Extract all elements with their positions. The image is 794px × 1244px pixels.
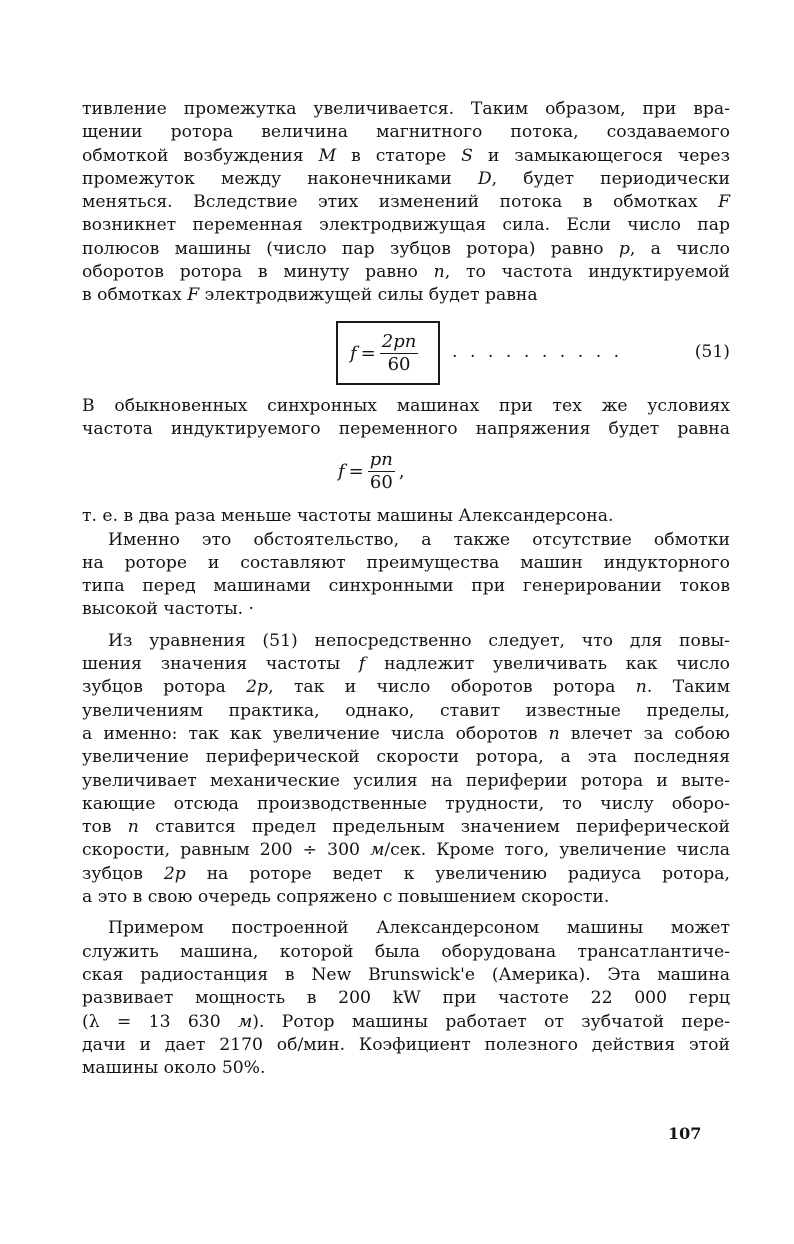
text-run: ставится предел предельным значением периферической xyxy=(138,817,730,838)
math-symbol: D xyxy=(477,168,492,189)
text-run: Примером построенной Александерсоном машины может xyxy=(108,918,730,939)
text-run: ). Ротор машины работает от зубчатой пере- xyxy=(252,1011,731,1032)
page-body xyxy=(82,98,730,1080)
text-run: /сек. Кроме того, увеличение числа xyxy=(384,840,730,861)
text-run: , а число xyxy=(629,238,730,259)
text-run: тов xyxy=(82,817,128,838)
text-line xyxy=(82,1034,730,1057)
text-run: а именно: так как увеличение числа оборотов xyxy=(82,723,549,744)
text-line: т. е. в два раза меньше частоты машины Александерсона. xyxy=(82,506,614,527)
text-line xyxy=(82,676,730,699)
fraction-numerator: 2pn xyxy=(381,330,417,352)
text-line xyxy=(82,700,730,723)
text-line xyxy=(82,723,730,746)
text-line xyxy=(82,793,730,816)
math-symbol: S xyxy=(461,145,473,166)
text-run: шения значения частоты xyxy=(82,654,359,675)
text-run: в обмотках xyxy=(82,285,188,306)
text-run: скорости, равным 200 ÷ 300 xyxy=(82,840,371,861)
equals-sign: = xyxy=(348,461,364,483)
text-line xyxy=(82,746,730,769)
text-run: , будет периодически xyxy=(491,168,730,189)
text-line xyxy=(82,1011,730,1034)
math-symbol: f xyxy=(358,654,366,675)
text-line xyxy=(82,261,730,284)
equation-lhs: f xyxy=(350,342,357,364)
text-run: служить машина, которой была оборудована трансатлантиче- xyxy=(82,941,730,962)
text-line xyxy=(82,770,730,793)
math-symbol: n xyxy=(635,677,647,698)
paragraph-3 xyxy=(82,505,730,528)
text-run: кающие отсюда производственные трудности, то числу оборо- xyxy=(82,793,730,814)
text-run: тивление промежутка увеличивается. Таким образом, при вра- xyxy=(82,99,730,119)
text-line xyxy=(82,1057,730,1080)
text-line xyxy=(82,168,730,191)
text-run: возникнет переменная электродвижущая сила. Если число пар xyxy=(82,215,730,236)
text-run: щении ротора величина магнитного потока, создаваемого xyxy=(82,122,730,143)
paragraph-4 xyxy=(82,529,730,622)
math-symbol: n xyxy=(433,262,445,283)
text-run: зубцов xyxy=(82,863,164,884)
math-symbol: F xyxy=(718,192,730,213)
text-run: меняться. Вследствие этих изменений потока в обмотках xyxy=(82,192,719,213)
text-run: ская радиостанция в New Brunswick'e (Америка). Эта машина xyxy=(82,964,730,985)
paragraph-1 xyxy=(82,98,730,308)
text-run: увеличивает механические усилия на периферии ротора и выте- xyxy=(82,770,730,791)
text-line: В обыкновенных синхронных машинах при тех же условиях xyxy=(82,395,730,416)
equation-lhs: f xyxy=(338,461,345,483)
text-line xyxy=(82,214,730,237)
text-run: оборотов ротора в минуту равно xyxy=(82,262,434,283)
text-line xyxy=(82,121,730,144)
text-line xyxy=(82,839,730,862)
text-line: Именно это обстоятельство, а также отсутствие обмотки xyxy=(108,529,730,550)
equation-number: (51) xyxy=(694,341,730,362)
fraction-denominator: 60 xyxy=(387,353,411,375)
text-run: Из уравнения (51) непосредственно следует, что для повы- xyxy=(108,630,730,651)
text-line: высокой частоты. · xyxy=(82,599,255,620)
text-line: типа перед машинами синхронными при генерировании токов xyxy=(82,576,730,597)
text-run: электродвижущей силы будет равна xyxy=(199,285,538,306)
equation-expression xyxy=(338,449,405,494)
page-number: 107 xyxy=(668,1124,702,1143)
math-symbol: n xyxy=(127,817,139,838)
text-line xyxy=(82,964,730,987)
text-line xyxy=(82,284,730,307)
fraction-numerator: pn xyxy=(369,449,393,471)
text-line xyxy=(82,886,730,909)
paragraph-5 xyxy=(82,630,730,910)
text-run: и замыкающегося через xyxy=(472,145,730,166)
text-run: влечет за собою xyxy=(559,723,730,744)
text-run: , так и число оборотов ротора xyxy=(268,677,636,698)
equation-box xyxy=(336,321,440,385)
text-line xyxy=(82,191,730,214)
math-symbol: м xyxy=(370,840,385,861)
text-run: надлежит увеличивать как число xyxy=(365,654,730,675)
paragraph-6 xyxy=(82,917,730,1080)
text-run: , то частота индуктируемой xyxy=(444,262,730,283)
text-run: а это в свою очередь сопряжено с повышением скорости. xyxy=(82,887,610,908)
fraction-denominator: 60 xyxy=(369,472,393,494)
text-line xyxy=(82,98,730,121)
math-symbol: n xyxy=(548,723,560,744)
text-line: на роторе и составляют преимущества машин индукторного xyxy=(82,552,730,573)
math-symbol: 2p xyxy=(163,863,186,884)
equation-51-expression xyxy=(350,331,418,376)
text-run: обмоткой возбуждения xyxy=(82,145,319,166)
text-run: в статоре xyxy=(336,145,462,166)
text-line xyxy=(82,917,730,940)
text-line xyxy=(82,941,730,964)
paragraph-2 xyxy=(82,395,730,442)
math-symbol: F xyxy=(187,285,200,306)
text-run: увеличениям практика, однако, ставит известные пределы, xyxy=(82,700,730,721)
text-run: зубцов ротора xyxy=(82,677,247,698)
text-line: частота индуктируемого переменного напряжения будет равна xyxy=(82,418,730,439)
fraction xyxy=(368,449,395,494)
math-symbol: M xyxy=(318,145,337,166)
text-line xyxy=(82,630,730,653)
text-line xyxy=(82,238,730,261)
text-line xyxy=(82,987,730,1010)
equation-synchronous xyxy=(82,445,730,505)
text-line xyxy=(82,863,730,886)
comma: , xyxy=(398,461,405,483)
text-line xyxy=(82,653,730,676)
text-line xyxy=(82,816,730,839)
text-run: на роторе ведет к увеличению радиуса ротора, xyxy=(185,863,731,884)
math-symbol: p xyxy=(618,238,630,259)
equals-sign: = xyxy=(360,342,376,364)
text-run: машины около 50%. xyxy=(82,1058,266,1079)
text-run: дачи и дает 2170 об/мин. Коэфициент полезного действия этой xyxy=(82,1034,730,1055)
text-run: развивает мощность в 200 kW при частоте 22 000 герц xyxy=(82,988,730,1009)
text-run: промежуток между наконечниками xyxy=(82,168,478,189)
text-run: (λ = 13 630 xyxy=(82,1011,239,1032)
equation-51 xyxy=(82,317,730,395)
text-run: полюсов машины (число пар зубцов ротора) равно xyxy=(82,238,619,259)
text-line xyxy=(82,145,730,168)
leader-dots: .......... xyxy=(452,341,632,362)
text-run: . Таким xyxy=(646,677,730,698)
text-run: увеличение периферической скорости ротора, а эта последняя xyxy=(82,747,730,768)
math-symbol: м xyxy=(238,1011,253,1032)
math-symbol: 2p xyxy=(246,677,269,698)
fraction xyxy=(380,331,419,376)
